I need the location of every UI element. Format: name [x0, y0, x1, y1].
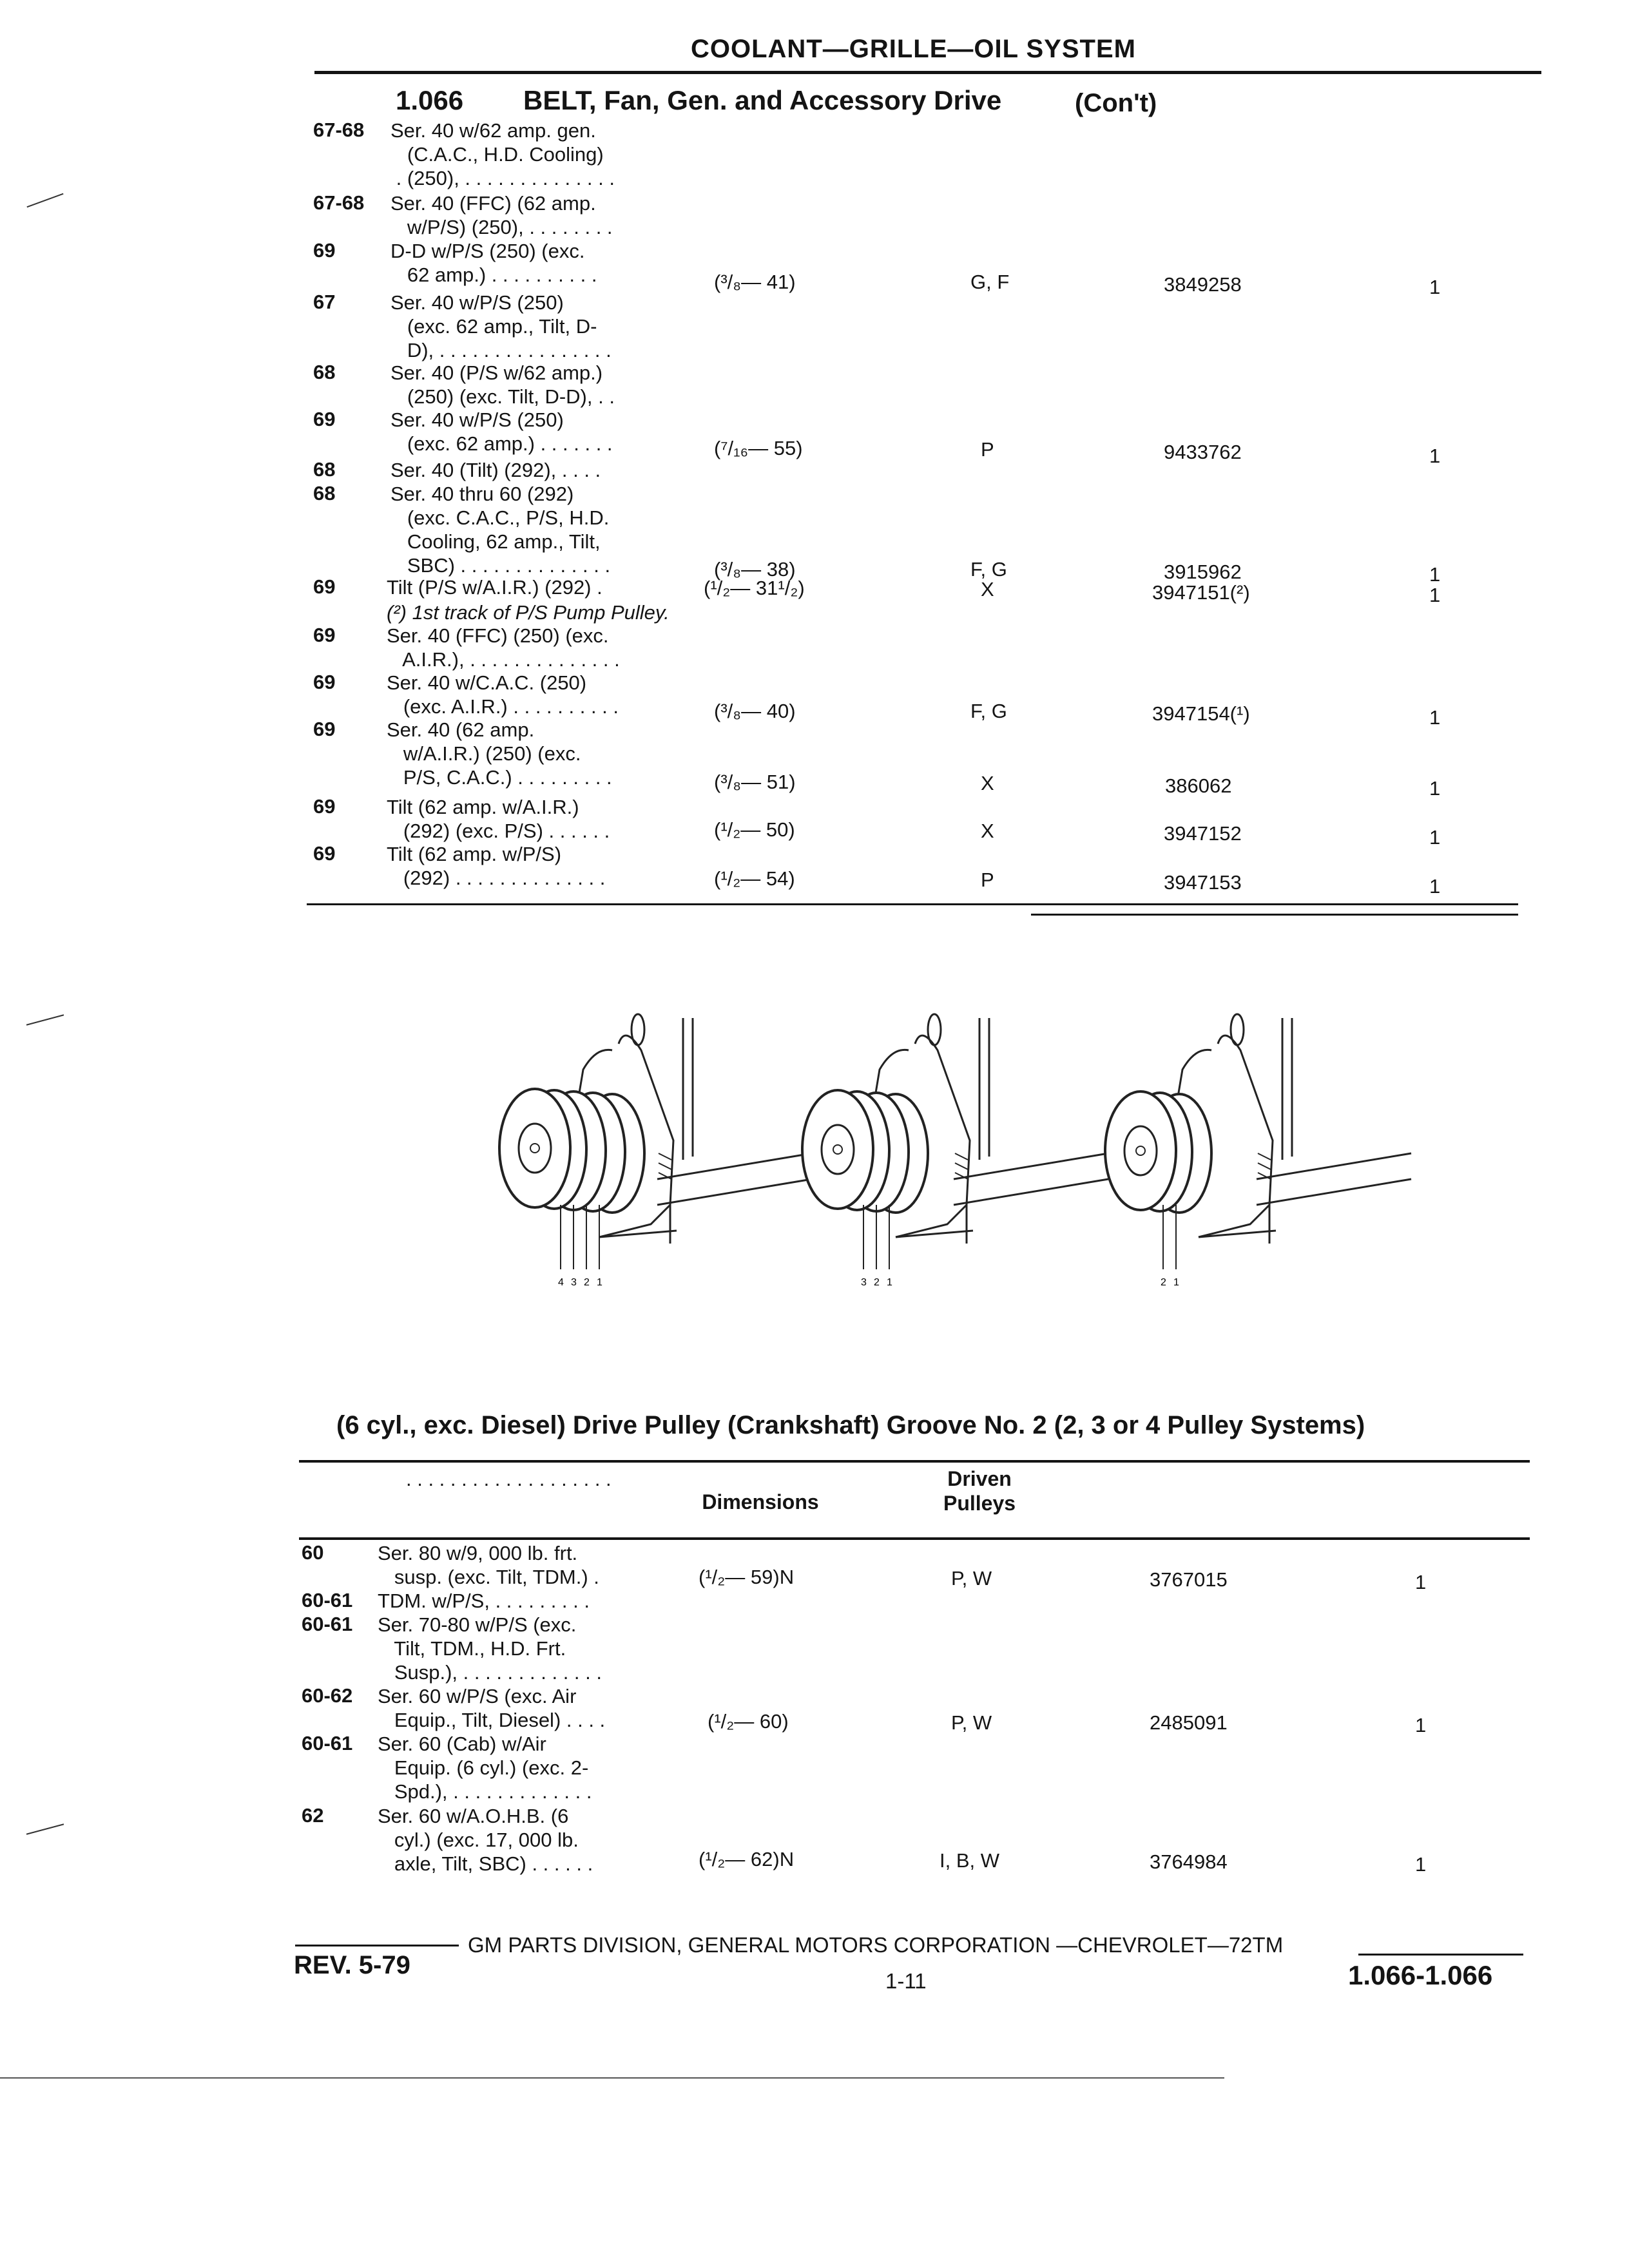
parts-catalog-page: COOLANT—GRILLE—OIL SYSTEM 1.066 BELT, Fan, Gen. and Accessory Drive (Con't) 67-68 Ser. 40 w/62 amp. gen. (C.A.C., H.D. Cooling) . (250), . . . . . . . . . . . . . . 67-68 Ser. 40 (FFC) (62 amp. w/P/S) (250), . . . . . . . . 69 D-D w/P/S (250) (exc. 62 amp.) . . . . . . . . . . (³/₈— 41) G, F 3849258 1 67 Ser. 40 w/P/S (250) (exc. 62 amp., Tilt, D- D), . . . . . . . . . . . . . . . . 68 Ser. 40 (P/S w/62 amp.) (250) (exc. Tilt, D-D), . . 69 Ser. 40 w/P/S (250) (exc. 62 amp.) . . . . . . . (⁷/₁₆— 55) P 9433762 1 68 Ser. 40 (Tilt) (292), . . . . 68 Ser. 40 thru 60 (292) (exc. C.A.C., P/S, H.D. Cooling, 62 amp., Tilt, SBC) . . . . . . . . . . . . . . (³/₈— 38) F, G 3915962 1 69 Tilt (P/S w/A.I.R.) (292) . (¹/₂— 31¹/₂) X 3947151(²) 1 (²) 1st track of P/S Pump Pulley. 69 Ser. 40 (FFC) (250) (exc. A.I.R.), . . . . . . . . . . . . . . 69 Ser. 40 w/C.A.C. (250) (exc. A.I.R.) . . . . . . . . . . (³/₈— 40) F, G 3947154(¹) 1 69 Ser. 40 (62 amp. w/A.I.R.) (250) (exc. P/S, C.A.C.) . . . . . . . . . (³/₈— 51) X 386062 1 69 Tilt (62 amp. w/A.I.R.) (292) (exc. P/S) . . . . . . (¹/₂— 50) X 3947152 1 69 Tilt (62 amp. w/P/S) (292) . . . . . . . . . . . . . . (¹/₂— 54) P 3947153 1 4 3 2 1 3 2 1 2 1 (6 cyl., exc. Diesel) Drive Pulley (Crankshaft) Groove No. 2 (2, 3 or 4 Pulley Systems) . . . . . . . . . . . . . . . . . . . Dimensions Driven Pulleys 60 Ser. 80 w/9, 000 lb. frt. susp. (exc. Tilt, TDM.) . (¹/₂— 59)N P, W 3767015 1 60-61 TDM. w/P/S, . . . . . . . . . 60-61 Ser. 70-80 w/P/S (exc. Tilt, TDM., H.D. Frt. Susp.), . . . . . . . . . . . . . 60-62 Ser. 60 w/P/S (exc. Air Equip., Tilt, Diesel) . . . . (¹/₂— 60) P, W 2485091 1 60-61 Ser. 60 (Cab) w/Air Equip. (6 cyl.) (exc. 2- Spd.), . . . . . . . . . . . . . 62 Ser. 60 w/A.O.H.B. (6 cyl.) (exc. 17, 000 lb. axle, Tilt, SBC) . . . . . . (¹/₂— 62)N I, B, W 3764984 1 GM PARTS DIVISION, GENERAL MOTORS CORPORATION —CHEVROLET—72TM REV. 5-79 1-11 1.066-1.066 [0, 0, 1629, 2268]
table-end-rule-2 [1031, 914, 1518, 916]
svg-text:1: 1 [1173, 1277, 1179, 1288]
footer-section-range: 1.066-1.066 [1348, 1960, 1493, 1990]
pulley-figure-3-groove [802, 1014, 1108, 1288]
scan-edge-line [0, 2077, 1224, 2079]
svg-text:4: 4 [558, 1277, 564, 1288]
header-rule [314, 71, 1541, 74]
footer-page-number: 1-11 [885, 1969, 927, 1993]
binder-mark [26, 1014, 64, 1025]
section2-title: (6 cyl., exc. Diesel) Drive Pulley (Crankshaft) Groove No. 2 (2, 3 or 4 Pulley Systems) [336, 1411, 1365, 1439]
svg-text:2: 2 [874, 1277, 880, 1288]
svg-text:3: 3 [861, 1277, 867, 1288]
svg-text:2: 2 [1161, 1277, 1166, 1288]
svg-text:3: 3 [571, 1277, 577, 1288]
footer-rule-left [295, 1945, 459, 1946]
section2-top-rule [299, 1460, 1530, 1463]
binder-mark [26, 1823, 64, 1834]
column-header-dots: . . . . . . . . . . . . . . . . . . . [406, 1468, 612, 1490]
table-end-rule [307, 903, 1518, 905]
section2-header-rule [299, 1537, 1530, 1540]
column-header-driven-pulleys: Driven Pulleys [943, 1467, 1016, 1515]
pulley-diagrams [490, 1012, 1534, 1295]
footer-rule-right [1358, 1954, 1523, 1956]
svg-text:1: 1 [597, 1277, 602, 1288]
column-header-dimensions: Dimensions [702, 1490, 819, 1514]
section-number: 1.066 [396, 85, 464, 115]
section-continued: (Con't) [1075, 89, 1157, 117]
pulley-figure-4-groove [499, 1014, 812, 1288]
pulley-figure-2-groove [1105, 1014, 1411, 1288]
page-header-title: COOLANT—GRILLE—OIL SYSTEM [691, 35, 1136, 63]
svg-text:1: 1 [887, 1277, 892, 1288]
svg-text:2: 2 [584, 1277, 590, 1288]
binder-mark [26, 193, 63, 207]
section-name: BELT, Fan, Gen. and Accessory Drive [523, 85, 1002, 115]
footer-division: GM PARTS DIVISION, GENERAL MOTORS CORPORATION —CHEVROLET—72TM [468, 1933, 1284, 1957]
footnote: (²) 1st track of P/S Pump Pulley. [387, 601, 670, 624]
footer-rev: REV. 5-79 [294, 1951, 410, 1979]
